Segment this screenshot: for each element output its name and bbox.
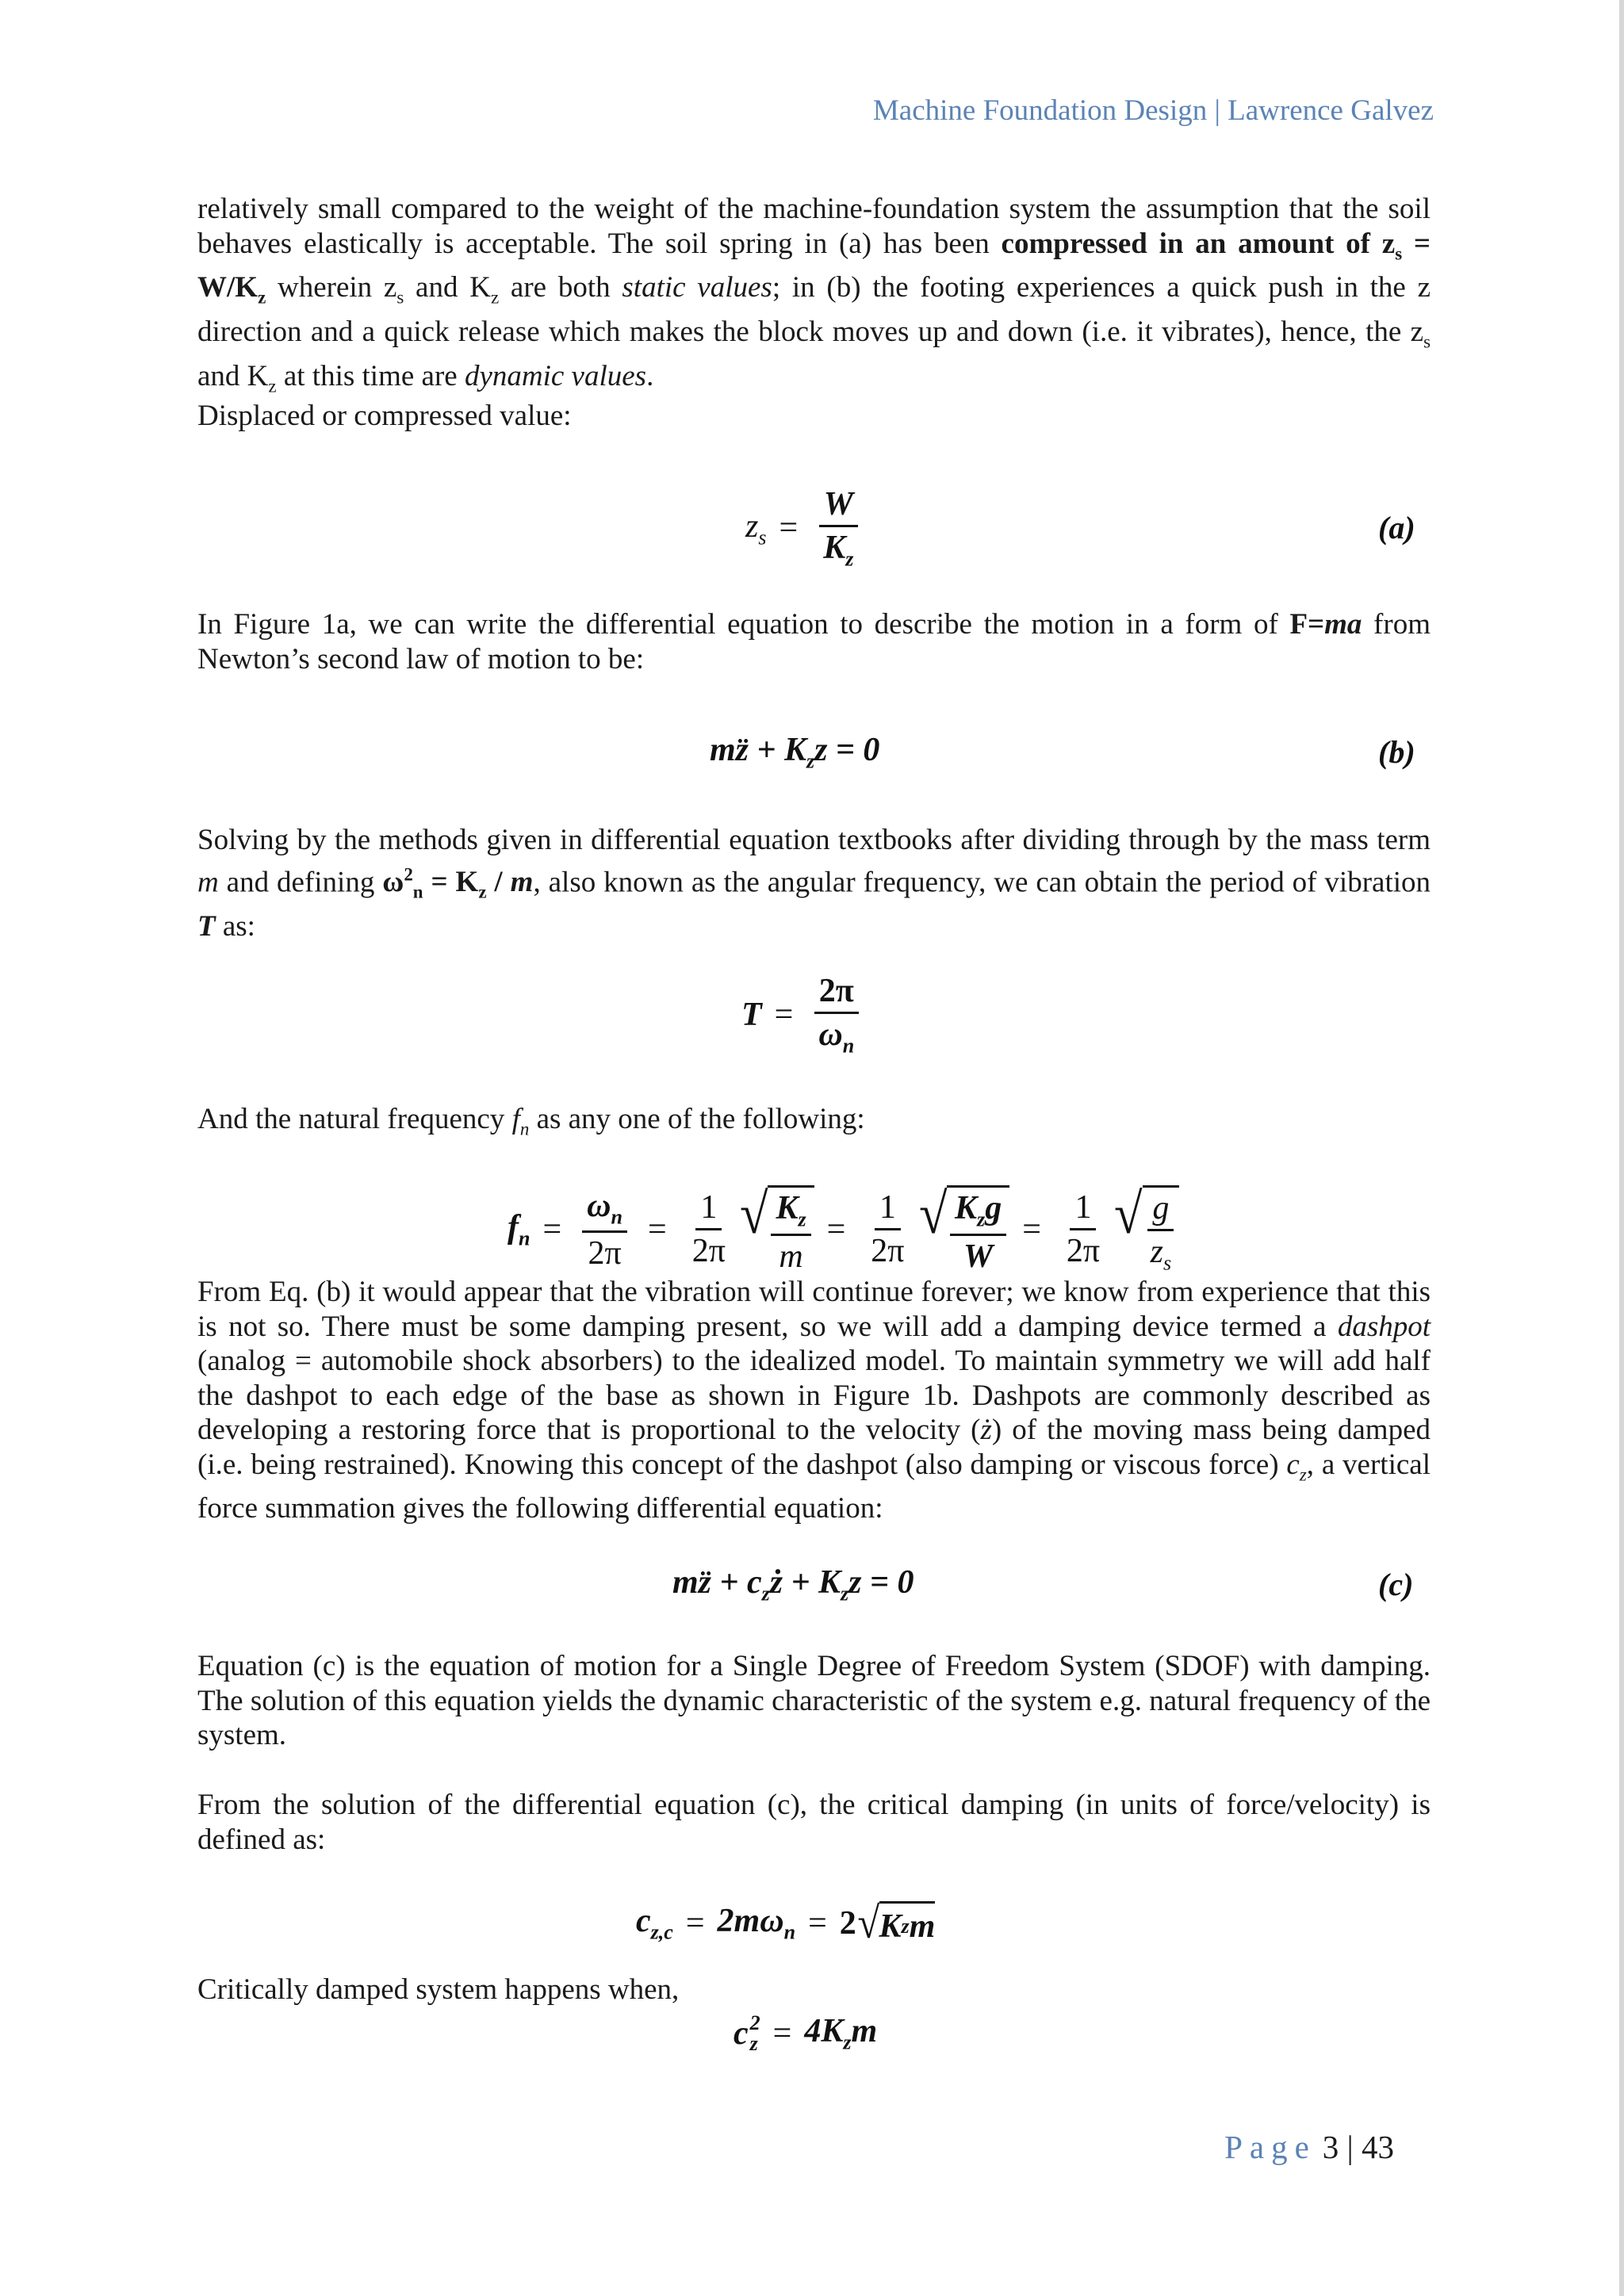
equation-natural-frequency: $f_n$ = $\frac{\omega_n}{2\pi}$ = $\frac{1}{2\pi}$ √ $\frac{K_z}{m}$ = $\frac{1}{2\pi}$ √ $\frac{K_zg}{W}$ = $\frac{1}{2\pi}$ √ $\frac{g}{z_s}$ — [508, 1185, 1179, 1274]
equation-critically-damped: c 2 z = $4K_zm$ — [733, 2011, 878, 2055]
paragraph-critical-damping: From the solution of the differential equation (c), the critical damping (in units of force/velocity) is defined as: — [197, 1789, 1431, 1856]
equation-critical-damping: $c_{z,c}$ = $2m\omega_n$ = 2 √ K z m — [636, 1899, 936, 1948]
equation-period: T = $\frac{2\pi}{\omega_n}$ — [741, 974, 867, 1057]
paragraph-critically-damped: Critically damped system happens when, — [197, 1973, 680, 2006]
paragraph-displaced-value: Displaced or compressed value: — [197, 400, 572, 432]
paragraph-natural-frequency: And the natural frequency $f_n$ as any one of the following: — [197, 1103, 865, 1139]
page-total: 43 — [1362, 2129, 1394, 2165]
equation-a: $z_s$ = $\frac{W}{K_z}$ — [745, 487, 866, 570]
equation-a-label: (a) — [1378, 510, 1415, 545]
running-header: Machine Foundation Design | Lawrence Galvez — [872, 94, 1434, 127]
paragraph-damping: From Eq. (b) it would appear that the vibration will continue forever; we know from experience that this is not so. There must be some damping present, so we will add a damping device termed a dashpot (analog = automobile shock absorbers) to the idealized model. To maintain symmetry we will add half the dashpot to each edge of the base as shown in Figure 1b. Dashpots are commonly described as developing a restoring force that is proportional to the velocity (ż) of the moving mass being damped (i.e. being restrained). Knowing this concept of the dashpot (also damping or viscous force) $c_z$, a vertical force summation gives the following differential equation: — [197, 1276, 1431, 1525]
paragraph-angular-frequency: Solving by the methods given in differential equation textbooks after dividing through by the mass term m and defining $\omega^2_n = K_z / m$, also known as the angular frequency, we can obtain the period of vibration T as: — [197, 824, 1431, 943]
page-edge — [1619, 0, 1624, 2296]
equation-c: mz̈ + $c_zż + K_zz = 0$ — [672, 1564, 914, 1605]
page-footer: Page 3 | 43 — [1224, 2129, 1394, 2165]
equation-b-label: (b) — [1378, 734, 1415, 770]
paragraph-newton: In Figure 1a, we can write the differential equation to describe the motion in a form of F=ma from Newton’s second law of motion to be: — [197, 608, 1431, 675]
equation-c-label: (c) — [1378, 1567, 1414, 1602]
paragraph-soil-spring: relatively small compared to the weight of the machine-foundation system the assumption that the soil behaves elastically is acceptable. The soil spring in (a) has been compressed in an amount of $z_s = W/K_z$ wherein $z_s$ and $K_z$ are both static values; in (b) the footing experiences a quick push in the z direction and a quick release which makes the block moves up and down (i.e. it vibrates), hence, the $z_s$ and $K_z$ at this time are dynamic values. — [197, 193, 1431, 396]
page-number: 3 — [1322, 2129, 1339, 2165]
paragraph-sdof: Equation (c) is the equation of motion for a Single Degree of Freedom System (SDOF) with damping. The solution of this equation yields the dynamic characteristic of the system e.g. natural frequency of the system. — [197, 1650, 1431, 1751]
page-label: Page — [1224, 2129, 1316, 2165]
equation-b: mz̈ + $K_zz = 0$ — [710, 732, 880, 773]
